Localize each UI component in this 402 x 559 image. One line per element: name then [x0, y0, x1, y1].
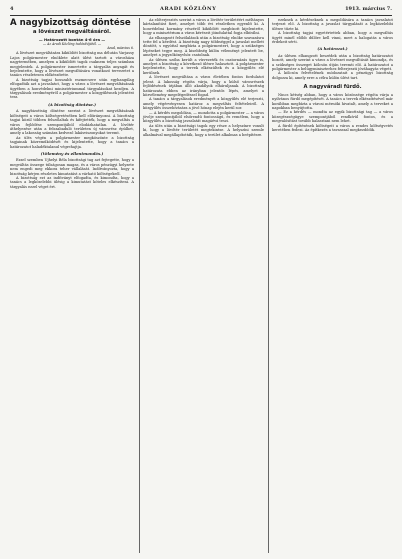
paragraph: Az ülésen szóba került a vízvezeték és csatornázás ügye is, amelyet a bizottság a következő ülésre halasztott. A polgármester bejelentette, hogy a tervek elkészültek és a közgyűlés elé kerülnek. — [143, 57, 264, 75]
paragraph: Az ülés után a bizottsági tagok egy része a helyszínre vonult ki, hogy a lövőtér területét megtekintse. A helyszíni szemle alkalmával megállapították, hogy a terület alkalmas a beépítésre. — [143, 123, 264, 137]
page-number: 4 — [10, 6, 14, 12]
paragraph: A tanács a tárgyalások eredményét a közgyűlés elé terjeszti, amely végérvényesen határoz a megváltás feltételeiről. A közgyűlés összehívására a jövő hónap elején kerül sor. — [143, 97, 264, 111]
paragraph: Az ülésen elhangzott beszédek után a bizottság határozatot hozott, amely szerint a város a lövészet megváltását kimondja, és a szükséges összeget kölcsön útján teremti elő. A határozatot a polgármester a belügyminiszterhez felterjeszti jóváhagyás végett. — [272, 53, 393, 72]
article-kicker: — Határozott bontán 4-6 óra — — [38, 37, 106, 42]
column-3-body — [272, 18, 393, 132]
issue-date: 1913. március 7. — [345, 6, 392, 12]
paragraph: Az ülés végén a polgármester megköszönte a bizottság tagjainak közreműködését és kijelentette, hogy a tanács a határozatot haladéktalanul végrehajtja. — [10, 135, 134, 149]
paragraph: Ezzel szemben Ujhelyi Béla bizottsági tag azt fejtegette, hogy a megváltás összege túlságosan magas, és a város pénzügyi helyzete nem engedi meg ekkora teher vállalását. Indítványozta, hogy a bizottság kérjen részletes kimutatást a várható költségekről. — [10, 158, 134, 176]
page-header — [10, 4, 392, 16]
section-subheading: (Vélemény és ellentmondás.) — [40, 150, 104, 156]
paper-name: ARADI KÖZLÖNY — [160, 6, 217, 12]
article-headline: A nagybizottság döntése — [10, 18, 131, 28]
article-headline: A nagyváradi fürdő. — [303, 84, 362, 91]
paragraph: ezeknek a kérdéseknek a megoldására a tanács javaslatot terjeszt elő. A bizottság a javaslat tárgyalását a legközelebbi ülésre tűzte ki. — [272, 18, 393, 31]
paragraph: Az előterjesztés szerint a város a lövőtér területéért méltányos kártalanítást fizet, amelyet több évi részletben egyenlít ki. A honvédelmi kormány részéről kiküldött megbízott kijelentette, hogy a minisztérium a város kéréseit jóindulattal fogja elbírálni. — [143, 18, 264, 36]
column-1 — [10, 18, 134, 553]
paragraph: Nincs kétség abban, hogy a város közönsége régóta várja a nyilvános fürdő megépítését. A tanács a tervek elkészítésével már korábban megbízta a városi mérnöki hivatalt, amely a terveket a napokban benyújtotta. — [272, 92, 393, 110]
paragraph: A bizottság tagjai egyetértettek abban, hogy a megváltás ügyét minél előbb dűlőre kell vinni, mert a halogatás a város érdekeit sérti. — [272, 31, 393, 45]
column-3 — [268, 18, 393, 553]
section-subheading: (A bizottság döntése.) — [48, 101, 96, 107]
article-subhead: a lövészet megváltásáról. — [32, 29, 112, 35]
paragraph: A nagybizottság döntése szerint a lövészet megváltásának költségeit a város költségvetésében kell előirányozni. A bizottság tagjai közül többen felszólaltak és kifejtették, hogy a megváltás a város fejlődése szempontjából elodázhatatlan. A lövőtér áthelyezése után a felszabaduló területen új városrész épülhet, amely a lakosság számára kedvező lakásviszonyokat teremt. — [10, 109, 134, 136]
paragraph: — A kérdés megoldása, — mondotta a polgármester — a város jövője szempontjából elsőrendű fontosságú, és remélem, hogy a közgyűlés a bizottság javaslatát magáévá teszi. — [143, 110, 264, 124]
column-2-body — [143, 18, 264, 137]
section-subheading: (A határozat.) — [317, 46, 348, 52]
article-byline: — Az Aradi Közlöny tudósítójától. — — [42, 42, 102, 46]
paragraph: A lövészet megváltására kiküldött bizottság ma délután Varjassy Lajos polgármester elnöklete alatt ülést tartott a városháza nagytermében, amelyen a kiküldött tagok csaknem teljes számban megjelentek. A polgármester ismertette a tárgyalás anyagát és bejelentette, hogy a lövészet megváltására vonatkozó tervezetet a tanács részletesen előkészítette. — [10, 51, 134, 78]
paragraph: Az elhangzott felszólalások után a bizottság elnöke szavazásra tette fel a kérdést. A bizottság nagy többséggel a javaslat mellett döntött, s egyúttal megbízta a polgármestert, hogy a szükséges lépéseket tegye meg. A kisebbség külön véleményt jelentett be, amelyet a jegyzőkönyvhöz csatolnak. — [143, 35, 264, 58]
column-2 — [139, 18, 264, 553]
paragraph: A bizottság ezt az indítványt elfogadta, és kimondta, hogy a tanács a legközelebbi ülésig a kimutatást köteles elkészíteni. A tárgyalás ezzel véget ért. — [10, 175, 134, 189]
paragraph: A kölcsön felvételének módozatait a pénzügyi bizottság dolgozza ki, amely erre a célra külön ülést tart. — [272, 71, 393, 80]
paragraph: A lövészet megváltása a város életében fontos fordulatot jelent. A lakosság régóta várja, hogy a külső városrészek fejlődésének útjában álló akadályok elháruljanak. A bizottság határozata ebben az irányban jelentős lépés, amelyet a közvélemény megelégedéssel fogad. — [143, 75, 264, 97]
paragraph: A bizottság tagjai hosszabb eszmecsere után egyhangúlag elfogadták azt a javaslatot, hogy a város a lövészet megváltásának ügyében a honvédelmi minisztériummal tárgyalásokat kezdjen. A tárgyalások eredményéről a polgármester a közgyűlésnek jelentést tesz. — [10, 77, 134, 100]
article-dateline: Arad, március 6. — [107, 46, 134, 51]
paragraph: — Ez a kérdés — mondta az egyik bizottsági tag — a város közegészségügye szempontjából rendkívül fontos, és a megvalósítást tovább halasztani nem lehet. — [272, 110, 393, 124]
column-1-body — [10, 51, 134, 189]
paragraph: A fürdő építésének költségeit a város a rendes költségvetés keretében fedezi. Az építkezés a tavasszal megkezdődik. — [272, 123, 393, 133]
